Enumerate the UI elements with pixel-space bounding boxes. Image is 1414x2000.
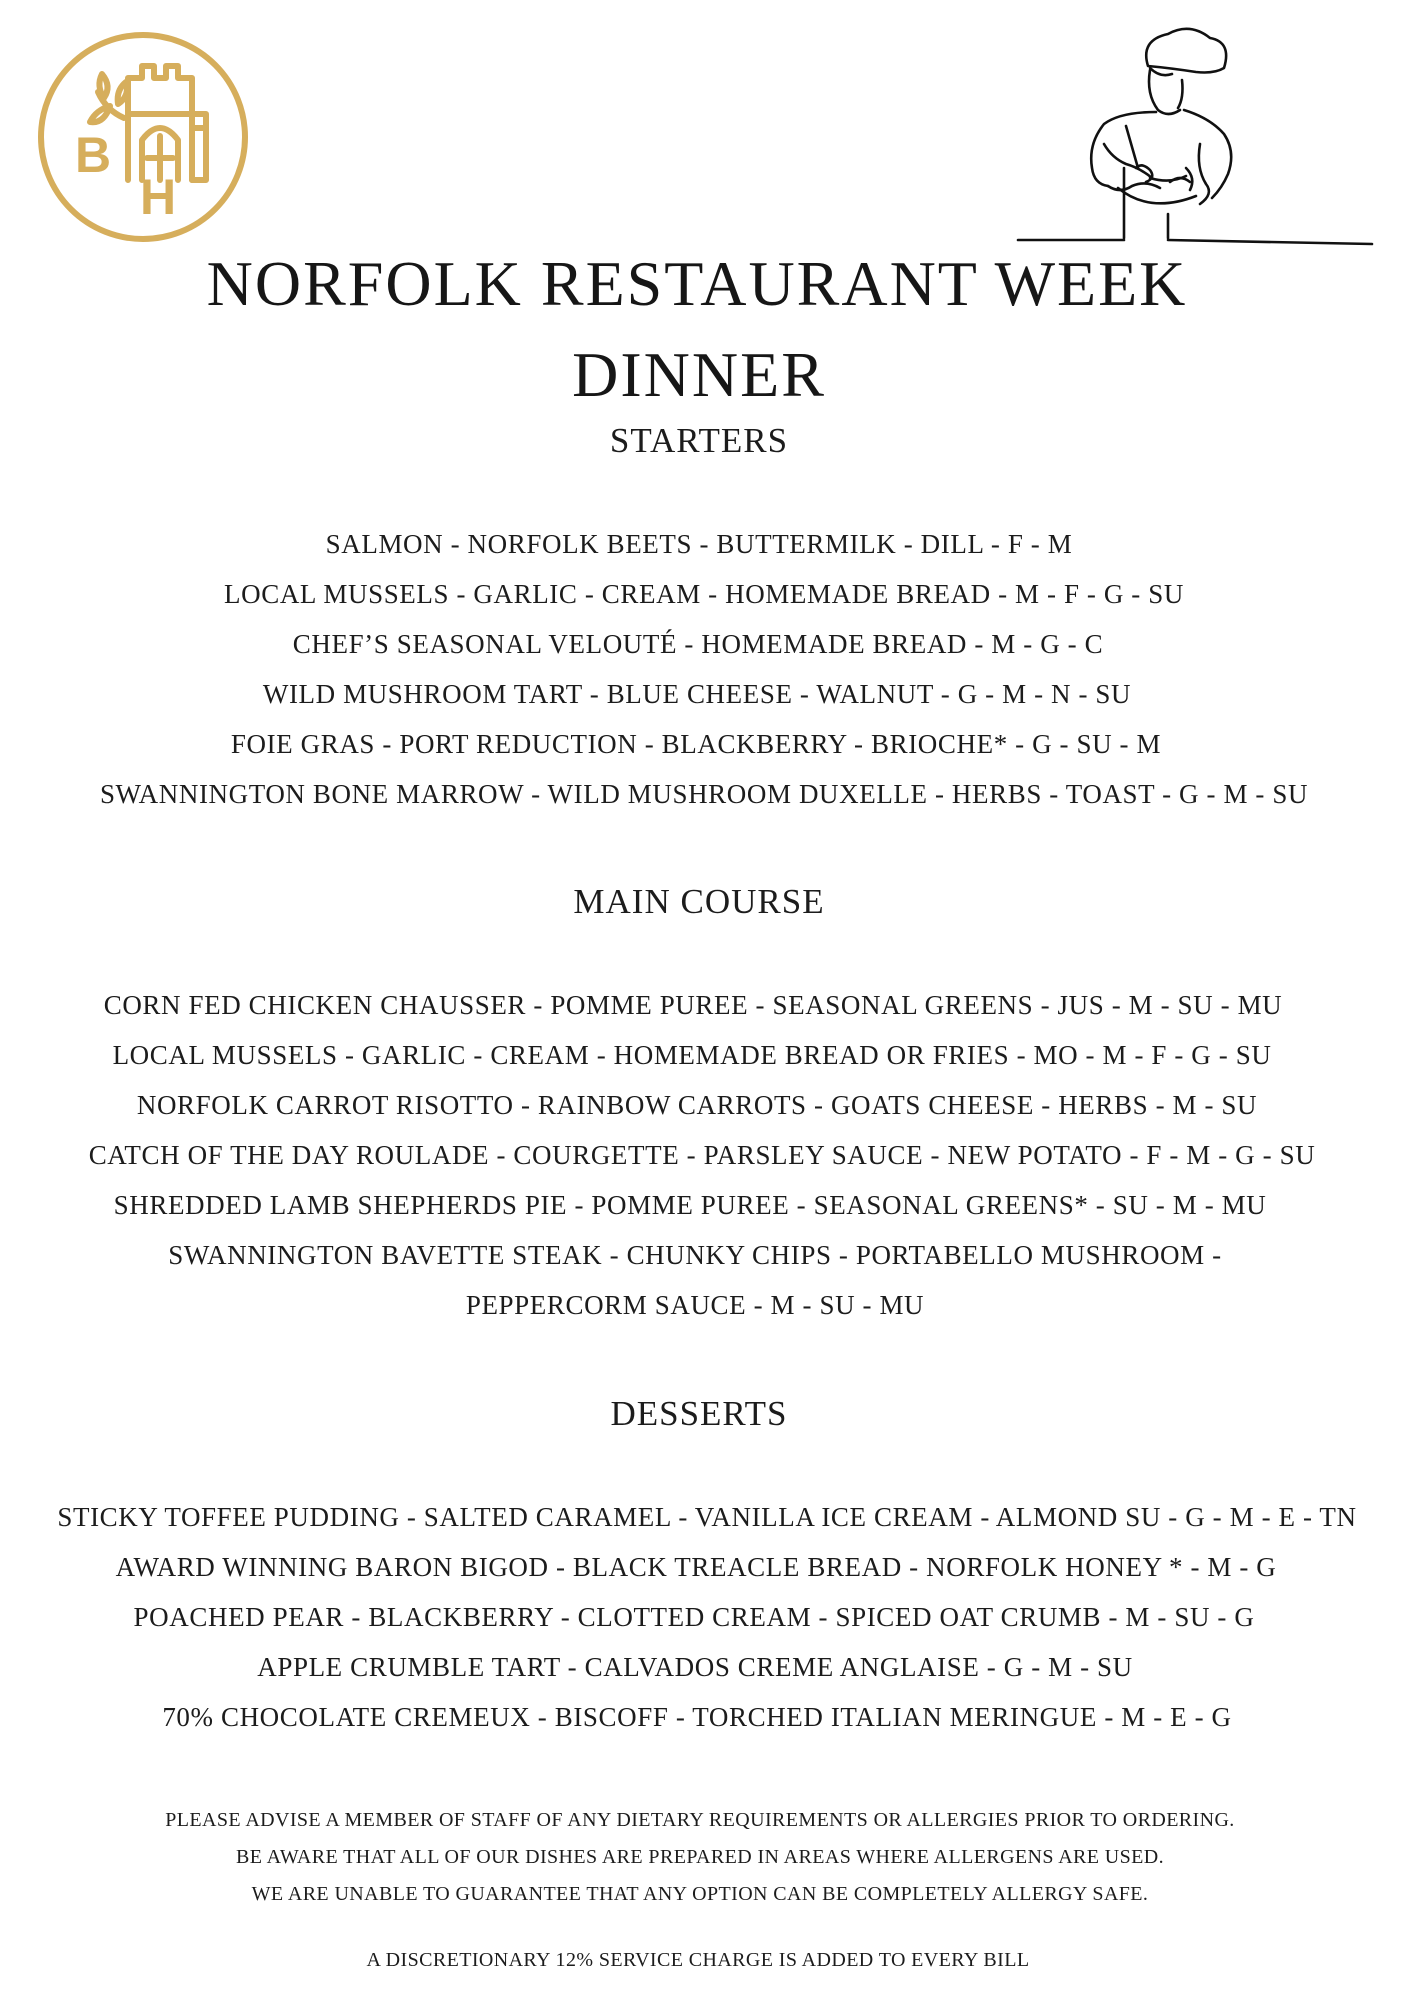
starters-heading: STARTERS (609, 421, 789, 460)
main-course-heading: MAIN COURSE (573, 882, 825, 921)
list-item: CHEF’S SEASONAL VELOUTÉ - HOMEMADE BREAD - M - G - C (292, 629, 1104, 659)
main-course-list (0, 980, 1414, 1330)
list-item: FOIE GRAS - PORT REDUCTION - BLACKBERRY - BRIOCHE* - G - SU - M (230, 729, 1162, 759)
list-item: SHREDDED LAMB SHEPHERDS PIE - POMME PUREE - SEASONAL GREENS* - SU - M - MU (113, 1190, 1267, 1220)
list-item: AWARD WINNING BARON BIGOD - BLACK TREACLE BREAD - NORFOLK HONEY * - M - G (115, 1552, 1277, 1582)
notice-line: WE ARE UNABLE TO GUARANTEE THAT ANY OPTION CAN BE COMPLETELY ALLERGY SAFE. (251, 1883, 1149, 1905)
starters-list (0, 519, 1414, 819)
list-item: SWANNINGTON BONE MARROW - WILD MUSHROOM DUXELLE - HERBS - TOAST - G - M - SU (99, 779, 1309, 809)
list-item: POACHED PEAR - BLACKBERRY - CLOTTED CREAM - SPICED OAT CRUMB - M - SU - G (133, 1602, 1255, 1632)
chef-line-drawing-icon (1000, 18, 1380, 258)
list-item: SWANNINGTON BAVETTE STEAK - CHUNKY CHIPS - PORTABELLO MUSHROOM - (168, 1240, 1222, 1270)
list-item: LOCAL MUSSELS - GARLIC - CREAM - HOMEMADE BREAD - M - F - G - SU (224, 579, 1184, 609)
list-item: LOCAL MUSSELS - GARLIC - CREAM - HOMEMADE BREAD OR FRIES - MO - M - F - G - SU (112, 1040, 1272, 1070)
list-item: APPLE CRUMBLE TART - CALVADOS CREME ANGLAISE - G - M - SU (257, 1652, 1133, 1682)
list-item: NORFOLK CARROT RISOTTO - RAINBOW CARROTS - GOATS CHEESE - HERBS - M - SU (136, 1090, 1258, 1120)
menu-subtitle: DINNER (572, 339, 826, 410)
logo-letter-h: H (140, 169, 177, 225)
list-item: 70% CHOCOLATE CREMEUX - BISCOFF - TORCHED ITALIAN MERINGUE - M - E - G (162, 1702, 1232, 1732)
list-item: PEPPERCORM SAUCE - M - SU - MU (465, 1290, 925, 1320)
list-item: WILD MUSHROOM TART - BLUE CHEESE - WALNUT - G - M - N - SU (262, 679, 1132, 709)
logo-letter-b: B (75, 127, 112, 183)
desserts-heading: DESSERTS (610, 1394, 788, 1433)
list-item: STICKY TOFFEE PUDDING - SALTED CARAMEL - VANILLA ICE CREAM - ALMOND SU - G - M - E - TN (57, 1502, 1357, 1532)
notice-line: PLEASE ADVISE A MEMBER OF STAFF OF ANY DIETARY REQUIREMENTS OR ALLERGIES PRIOR TO ORDERING. (165, 1809, 1235, 1831)
notice-line: BE AWARE THAT ALL OF OUR DISHES ARE PREPARED IN AREAS WHERE ALLERGENS ARE USED. (235, 1846, 1165, 1868)
desserts-list (0, 1492, 1414, 1742)
menu-title: NORFOLK RESTAURANT WEEK (206, 248, 1188, 319)
list-item: SALMON - NORFOLK BEETS - BUTTERMILK - DILL - F - M (325, 529, 1073, 559)
list-item: CATCH OF THE DAY ROULADE - COURGETTE - PARSLEY SAUCE - NEW POTATO - F - M - G - SU (88, 1140, 1316, 1170)
logo-letters (36, 30, 250, 244)
list-item: CORN FED CHICKEN CHAUSSER - POMME PUREE - SEASONAL GREENS - JUS - M - SU - MU (103, 990, 1283, 1020)
service-charge-note: A DISCRETIONARY 12% SERVICE CHARGE IS ADDED TO EVERY BILL (366, 1949, 1030, 1971)
allergen-notice (0, 1802, 1414, 1913)
